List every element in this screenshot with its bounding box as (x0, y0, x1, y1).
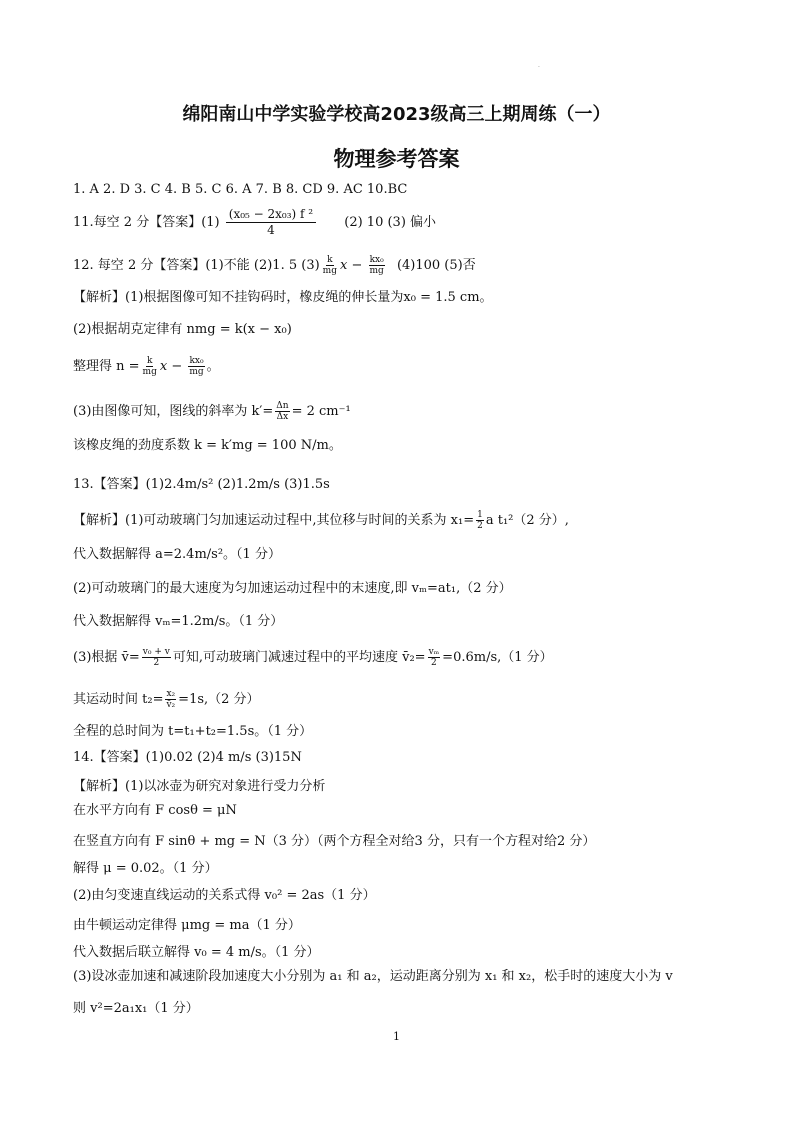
q12-solution-line-4 (73, 401, 351, 422)
q14-solution-line-8: (3)设冰壶加速和减速阶段加速度大小分别为 a₁ 和 a₂，运动距离分别为 x₁ 和 x₂，松手时的速度大小为 v (73, 969, 673, 984)
exam-title: 绵阳南山中学实验学校高2023级高三上期周练（一） (182, 104, 611, 125)
fraction-dn-dx (275, 401, 289, 422)
q13-solution-line-5 (73, 647, 553, 668)
scan-dot-mark: · (538, 64, 540, 71)
q13-solution-line-2: 代入数据解得 a=2.4m/s²。（1 分） (73, 547, 281, 562)
fraction-numerator: x₂ (166, 689, 176, 699)
q13-answer-line: 13.【答案】(1)2.4m/s² (2)1.2m/s (3)1.5s (73, 477, 330, 492)
line-text: (3)根据 v̄= (73, 650, 140, 665)
q12-answer-line (73, 255, 476, 276)
variable-x: x (339, 258, 348, 273)
fraction-denominator: mg (369, 266, 384, 276)
q12-solution-line-3 (73, 356, 220, 377)
line-text: 整理得 n = (73, 359, 140, 374)
fraction-numerator: vₘ (428, 647, 440, 657)
minus-sign: − (351, 258, 363, 273)
fraction-numerator: v₀ + v (142, 647, 170, 657)
q14-solution-line-5: (2)由匀变速直线运动的关系式得 v₀² = 2as（1 分） (73, 888, 376, 903)
fraction-vm-half (428, 647, 441, 668)
q13-solution-line-3: (2)可动玻璃门的最大速度为匀加速运动过程中的末速度,即 vₘ=at₁,（2 分） (73, 581, 512, 596)
fraction-denominator: mg (322, 266, 337, 276)
q14-solution-line-1: 【解析】(1)以冰壶为研究对象进行受力分析 (73, 779, 326, 794)
q14-solution-line-9: 则 v²=2a₁x₁（1 分） (73, 1001, 199, 1016)
line-suffix: 。 (206, 359, 220, 374)
q14-solution-line-7: 代入数据后联立解得 v₀ = 4 m/s。（1 分） (73, 945, 320, 960)
line-suffix: =1s,（2 分） (178, 692, 260, 707)
fraction-denominator: mg (189, 367, 204, 377)
q11-formula-fraction (226, 207, 316, 238)
fraction-denominator: v̄₂ (166, 700, 176, 710)
q11-formula-numerator: (x₀₅ − 2x₀₃) f ² (226, 207, 316, 223)
q13-solution-line-1 (73, 510, 569, 531)
multiple-choice-answers: 1. A 2. D 3. C 4. B 5. C 6. A 7. B 8. CD 9. AC 10.BC (73, 182, 408, 197)
q12-solution-line-1: 【解析】(1)根据图像可知不挂钩码时，橡皮绳的伸长量为x₀ = 1.5 cm。 (73, 290, 493, 305)
line-suffix: = 2 cm⁻¹ (291, 404, 351, 419)
q14-solution-line-3: 在竖直方向有 F sinθ + mg = N（3 分）（两个方程全对给3 分，只有一个方程对给2 分） (73, 834, 596, 849)
q12-answer-rest: (4)100 (5)否 (396, 258, 476, 273)
fraction-numerator: k (327, 255, 333, 265)
q13-solution-line-4: 代入数据解得 vₘ=1.2m/s。（1 分） (73, 614, 284, 629)
fraction-denominator: 2 (153, 658, 160, 668)
line-suffix: =0.6m/s,（1 分） (442, 650, 553, 665)
q11-answer-line (73, 207, 436, 238)
fraction-v0-plus-v (142, 647, 171, 668)
q14-solution-line-6: 由牛顿运动定律得 μmg = ma（1 分） (73, 918, 301, 933)
q14-answer-line: 14.【答案】(1)0.02 (2)4 m/s (3)15N (73, 750, 302, 765)
q12-fraction-k-mg (322, 255, 338, 276)
fraction-denominator: 2 (477, 521, 483, 531)
fraction-k-mg (142, 356, 158, 377)
fraction-numerator: k (146, 356, 153, 366)
fraction-one-half (476, 510, 484, 531)
fraction-numerator: kx₀ (369, 255, 384, 265)
fraction-denominator: Δx (276, 412, 289, 422)
fraction-denominator: mg (142, 367, 157, 377)
fraction-numerator: kx₀ (189, 356, 204, 366)
q12-fraction-kx0-mg (369, 255, 385, 276)
minus-sign: − (171, 359, 183, 374)
q11-rest: (2) 10 (3) 偏小 (344, 215, 437, 230)
fraction-numerator: 1 (477, 510, 483, 520)
fraction-numerator: Δn (276, 401, 289, 411)
line-text: 【解析】(1)可动玻璃门匀加速运动过程中,其位移与时间的关系为 x₁= (73, 513, 475, 528)
q13-solution-line-6 (73, 689, 260, 710)
answer-key-title: 物理参考答案 (333, 147, 460, 171)
fraction-x2-v2 (165, 689, 176, 710)
q14-solution-line-2: 在水平方向有 F cosθ = μN (73, 803, 237, 818)
q12-answer-prefix: 12. 每空 2 分【答案】(1)不能 (2)1. 5 (3) (73, 258, 320, 273)
line-text-mid: 可知,可动玻璃门减速过程中的平均速度 v̄₂= (172, 650, 426, 665)
q13-solution-line-7: 全程的总时间为 t=t₁+t₂=1.5s。（1 分） (73, 724, 313, 739)
q12-solution-line-5: 该橡皮绳的劲度系数 k = k′mg = 100 N/m。 (73, 438, 342, 453)
q11-formula-denominator: 4 (267, 223, 275, 237)
page-number: 1 (393, 1030, 400, 1043)
line-text: (3)由图像可知，图线的斜率为 k′= (73, 404, 274, 419)
fraction-denominator: 2 (431, 658, 437, 668)
q14-solution-line-4: 解得 μ = 0.02。（1 分） (73, 861, 218, 876)
q12-solution-line-2: (2)根据胡克定律有 nmg = k(x − x₀) (73, 322, 292, 337)
q11-prefix: 11.每空 2 分【答案】(1) (73, 215, 220, 230)
variable-x: x (159, 359, 168, 374)
line-suffix: a t₁²（2 分）, (485, 513, 569, 528)
line-text: 其运动时间 t₂= (73, 692, 164, 707)
fraction-kx0-mg (188, 356, 204, 377)
